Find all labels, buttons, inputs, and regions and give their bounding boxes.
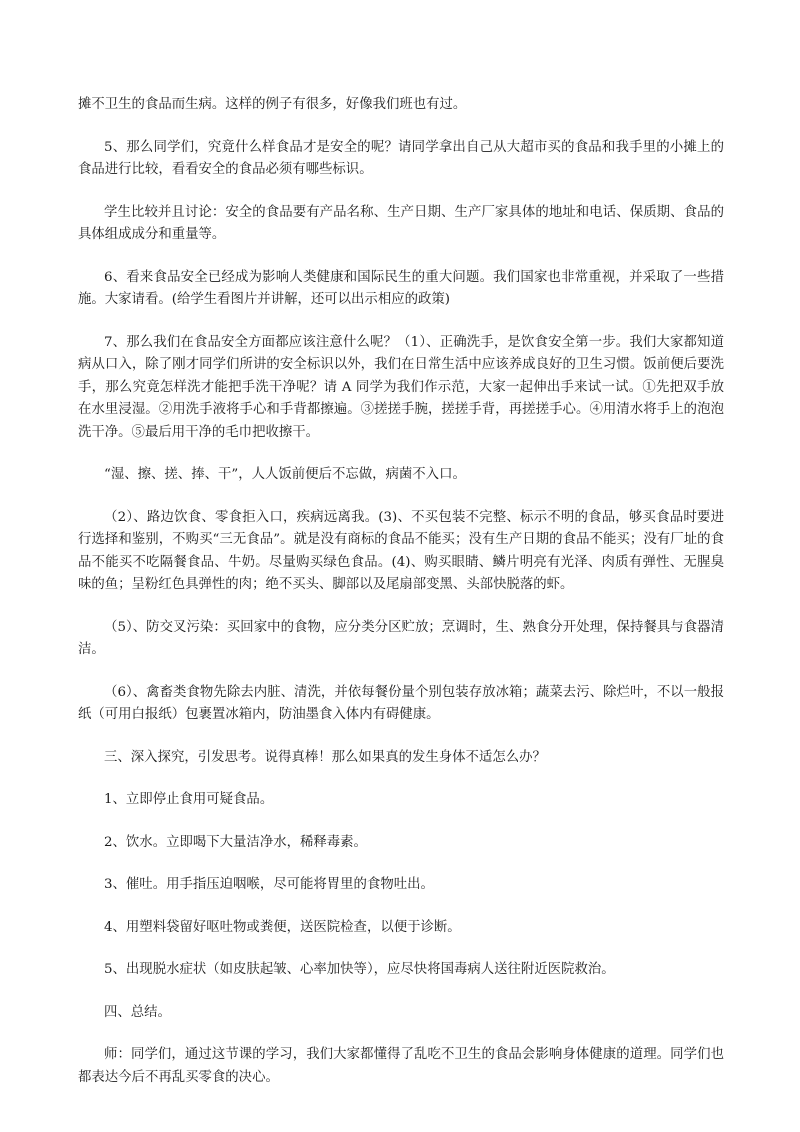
paragraph-point-6: （6）、禽畜类食物先除去内脏、清洗，并依每餐份量个别包装存放冰箱；蔬菜去污、除烂叶，不以一般报纸（可用白报纸）包裹置冰箱内，防油墨食入体内有碍健康。 (78, 684, 724, 722)
list-item-4: 4、用塑料袋留好呕吐物或粪便，送医院检查，以便于诊断。 (104, 919, 461, 935)
list-item-1: 1、立即停止食用可疑食品。 (104, 792, 274, 807)
paragraph-item-7: 7、那么我们在食品安全方面都应该注意什么呢？（1）、正确洗手，是饮食安全第一步。我们大家都知道病从口入，除了刚才同学们所讲的安全标识以外，我们在日常生活中应该养成良好的卫生习惯。饭前便后要洗手，那么究竟怎样洗才能把手洗干净呢？请 A 同学为我们作示范，大家一起伸出手来试一试。①先把双手放在水里浸湿。②用洗手液将手心和手背都擦遍。③搓搓手腕，搓搓手背，再搓搓手心。④用清水将手上的泡泡洗干净。⑤最后用干净的毛巾把收擦干。 (78, 334, 724, 440)
paragraph-item-5: 5、那么同学们，究竟什么样食品才是安全的呢？请同学拿出自己从大超市买的食品和我手里的小摊上的食品进行比较，看看安全的食品必须有哪些标识。 (78, 139, 724, 177)
paragraph-student-discussion: 学生比较并且讨论：安全的食品要有产品名称、生产日期、生产厂家具体的地址和电话、保质期、食品的具体组成成分和重量等。 (78, 204, 724, 242)
paragraph-continuation: 摊不卫生的食品而生病。这样的例子有很多，好像我们班也有过。 (78, 97, 467, 112)
list-item-3: 3、催吐。用手指压迫咽喉，尽可能将胃里的食物吐出。 (104, 877, 434, 892)
paragraph-teacher-summary: 师：同学们，通过这节课的学习，我们大家都懂得了乱吃不卫生的食品会影响身体健康的道理。同学们也都表达今后不再乱买零食的决心。 (78, 1047, 724, 1085)
section-heading-4: 四、总结。 (104, 1004, 171, 1020)
paragraph-handwash-rhyme: “湿、擦、搓、捧、干”，人人饭前便后不忘做，病菌不入口。 (104, 467, 466, 482)
paragraph-points-2-4: （2）、路边饮食、零食拒入口，疾病远离我。(3)、不买包装不完整、标示不明的食品，够买食品时要进行选择和鉴别，不购买“三无食品”。就是没有商标的食品不能买；没有生产日期的食品不能买；没有厂址的食品不能买不吃隔餐食品、牛奶。尽量购买绿色食品。(4)、购买眼睛、鳞片明亮有光泽、肉质有弹性、无腥臭味的鱼；呈粉红色具弹性的肉；绝不买头、脚部以及尾扇部变黑、头部快脱落的虾。 (78, 509, 724, 592)
paragraph-item-6: 6、看来食品安全已经成为影响人类健康和国际民生的重大问题。我们国家也非常重视，并采取了一些措施。大家请看。(给学生看图片并讲解，还可以出示相应的政策) (78, 269, 724, 307)
document-body (78, 94, 724, 1109)
list-item-5: 5、出现脱水症状（如皮肤起皱、心率加快等），应尽快将国毒病人送往附近医院救治。 (104, 962, 615, 977)
list-item-2: 2、饮水。立即喝下大量洁净水，稀释毒素。 (104, 834, 367, 850)
paragraph-point-5: （5）、防交叉污染：买回家中的食物，应分类分区贮放；烹调时，生、熟食分开处理，保持餐具与食器清洁。 (78, 619, 724, 657)
section-heading-3: 三、深入探究，引发思考。说得真棒！那么如果真的发生身体不适怎么办？ (104, 749, 546, 765)
